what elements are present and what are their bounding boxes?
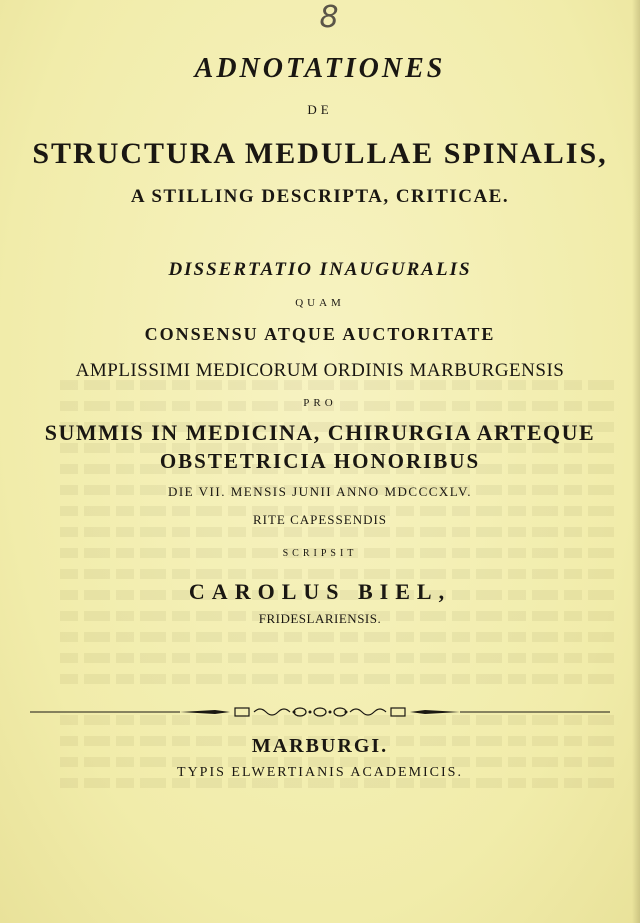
pencil-page-number: 8 [319,0,339,35]
pro-line: PRO [303,397,337,409]
consensu-line: CONSENSU ATQUE AUCTORITATE [144,324,496,344]
show-through-line [60,632,620,642]
dissertatio-heading: DISSERTATIO INAUGURALIS [168,259,472,280]
summis-line: SUMMIS IN MEDICINA, CHIRURGIA ARTEQUE [44,420,596,445]
show-through-line [60,674,620,684]
page-edge-shadow [632,0,640,923]
title-de: DE [307,102,333,117]
show-through-line [60,653,620,663]
author-name: CAROLUS BIEL, [188,579,452,604]
rite-line: RITE CAPESSENDIS [252,512,388,527]
quam-line: QUAM [295,297,345,309]
scripsit-line: SCRIPSIT [282,548,358,559]
city-imprint: MARBURGI. [251,735,389,757]
subtitle-structura: STRUCTURA MEDULLAE SPINALIS, [32,137,608,170]
printer-imprint: TYPIS ELWERTIANIS ACADEMICIS. [177,765,463,780]
author-origin: FRIDESLARIENSIS. [258,611,382,626]
obstetricia-line: OBSTETRICIA HONORIBUS [159,449,481,473]
main-title: ADNOTATIONES [194,53,446,84]
ornamental-rule [30,706,610,718]
show-through-line [60,527,620,537]
ornament-divider-icon [30,706,610,718]
date-line: DIE VII. MENSIS JUNII ANNO MDCCCXLV. [167,484,473,499]
show-through-line [60,569,620,579]
subtitle-stilling: A STILLING DESCRIPTA, CRITICAE. [130,186,510,207]
amplissimi-line: AMPLISSIMI MEDICORUM ORDINIS MARBURGENSIS [75,360,565,381]
